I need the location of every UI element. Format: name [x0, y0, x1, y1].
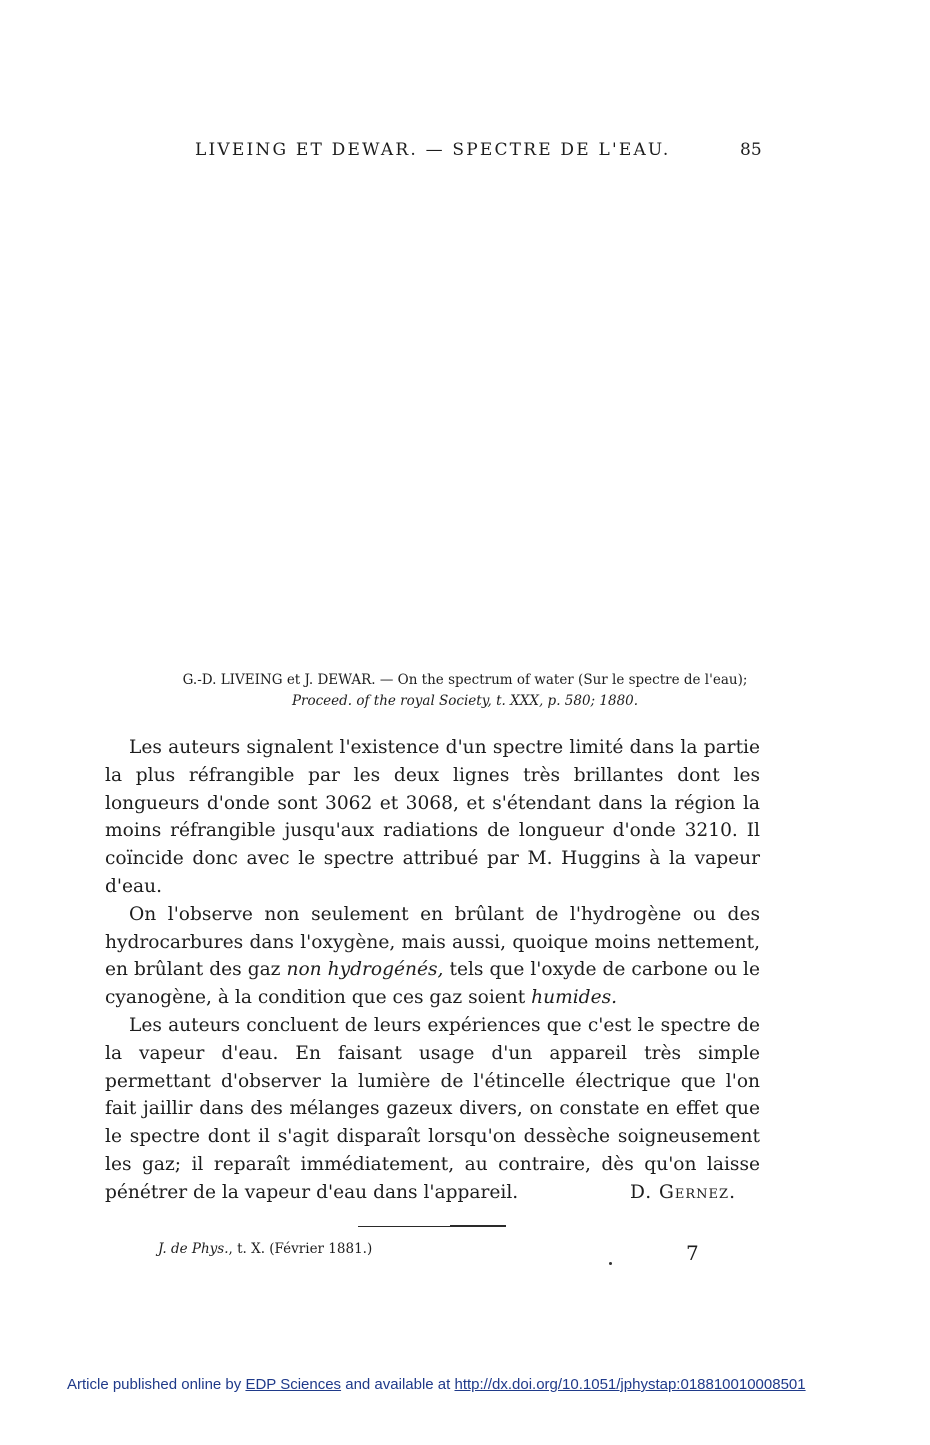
publisher-middle: and available at — [341, 1376, 455, 1393]
paragraph-2-text-b: tels que l'oxyde de carbone ou le cyanogène, à la condition que ces gaz soient — [105, 959, 761, 1009]
footer-journal: J. de Phys. — [158, 1241, 229, 1257]
print-speck — [609, 1262, 612, 1265]
paragraph-1: Les auteurs signalent l'existence d'un spectre limité dans la partie la plus réfrangible par les deux lignes très brillantes dont les longueurs d'onde sont 3062 et 3068, et s'étendant dans la région la moins réfrangible jusqu'aux radiations de longueur d'onde 3210. Il coïncide donc avec le spectre attribué par M. Huggins à la vapeur d'eau. — [105, 737, 760, 897]
paragraph-2-emphasis-1: non hydrogénés, — [286, 959, 444, 981]
publisher-line — [67, 1376, 806, 1393]
paragraph-2-emphasis-2: humides. — [531, 987, 618, 1009]
page-number: 85 — [740, 140, 762, 160]
paragraph-2 — [105, 901, 760, 1012]
citation-line-1: G.-D. LIVEING et J. DEWAR. — On the spectrum of water (Sur le spectre de l'eau); — [182, 672, 748, 688]
signature-mark: 7 — [686, 1241, 699, 1265]
article-body — [105, 734, 760, 1207]
paragraph-3-text: Les auteurs concluent de leurs expériences que c'est le spectre de la vapeur d'eau. En faisant usage d'un appareil très simple permettant d'observer la lumière de l'étincelle électrique que l'on fait jaillir dans des mélanges gazeux divers, on constate en effet que le spectre dont il s'agit disparaît lorsqu'on dessèche soigneusement les gaz; il reparaît immédiatement, au contraire, dès qu'on laisse pénétrer de la vapeur d'eau dans l'appareil. — [105, 1014, 760, 1203]
footer-rule-thick — [450, 1225, 506, 1227]
paragraph-2-text-a: On l'observe non seulement en brûlant de l'hydrogène ou des hydrocarbures dans l'oxygène, mais aussi, quoique moins nettement, en brûlant des gaz — [105, 903, 760, 981]
running-title: LIVEING ET DEWAR. — SPECTRE DE L'EAU. — [195, 140, 671, 160]
doi-link[interactable]: http://dx.doi.org/10.1051/jphystap:018810010008501 — [454, 1376, 806, 1393]
publisher-link[interactable]: EDP Sciences — [245, 1376, 342, 1393]
citation-line-2 — [100, 693, 830, 709]
footer-source — [158, 1241, 372, 1257]
author-signature: D. Gernez. — [629, 1181, 736, 1203]
paragraph-3 — [105, 1012, 760, 1207]
footer-details: , t. X. (Février 1881.) — [228, 1241, 373, 1257]
publisher-prefix: Article published online by — [67, 1376, 246, 1393]
citation-source: Proceed. of the royal Society, t. XXX, p. 580; 1880. — [291, 693, 639, 709]
